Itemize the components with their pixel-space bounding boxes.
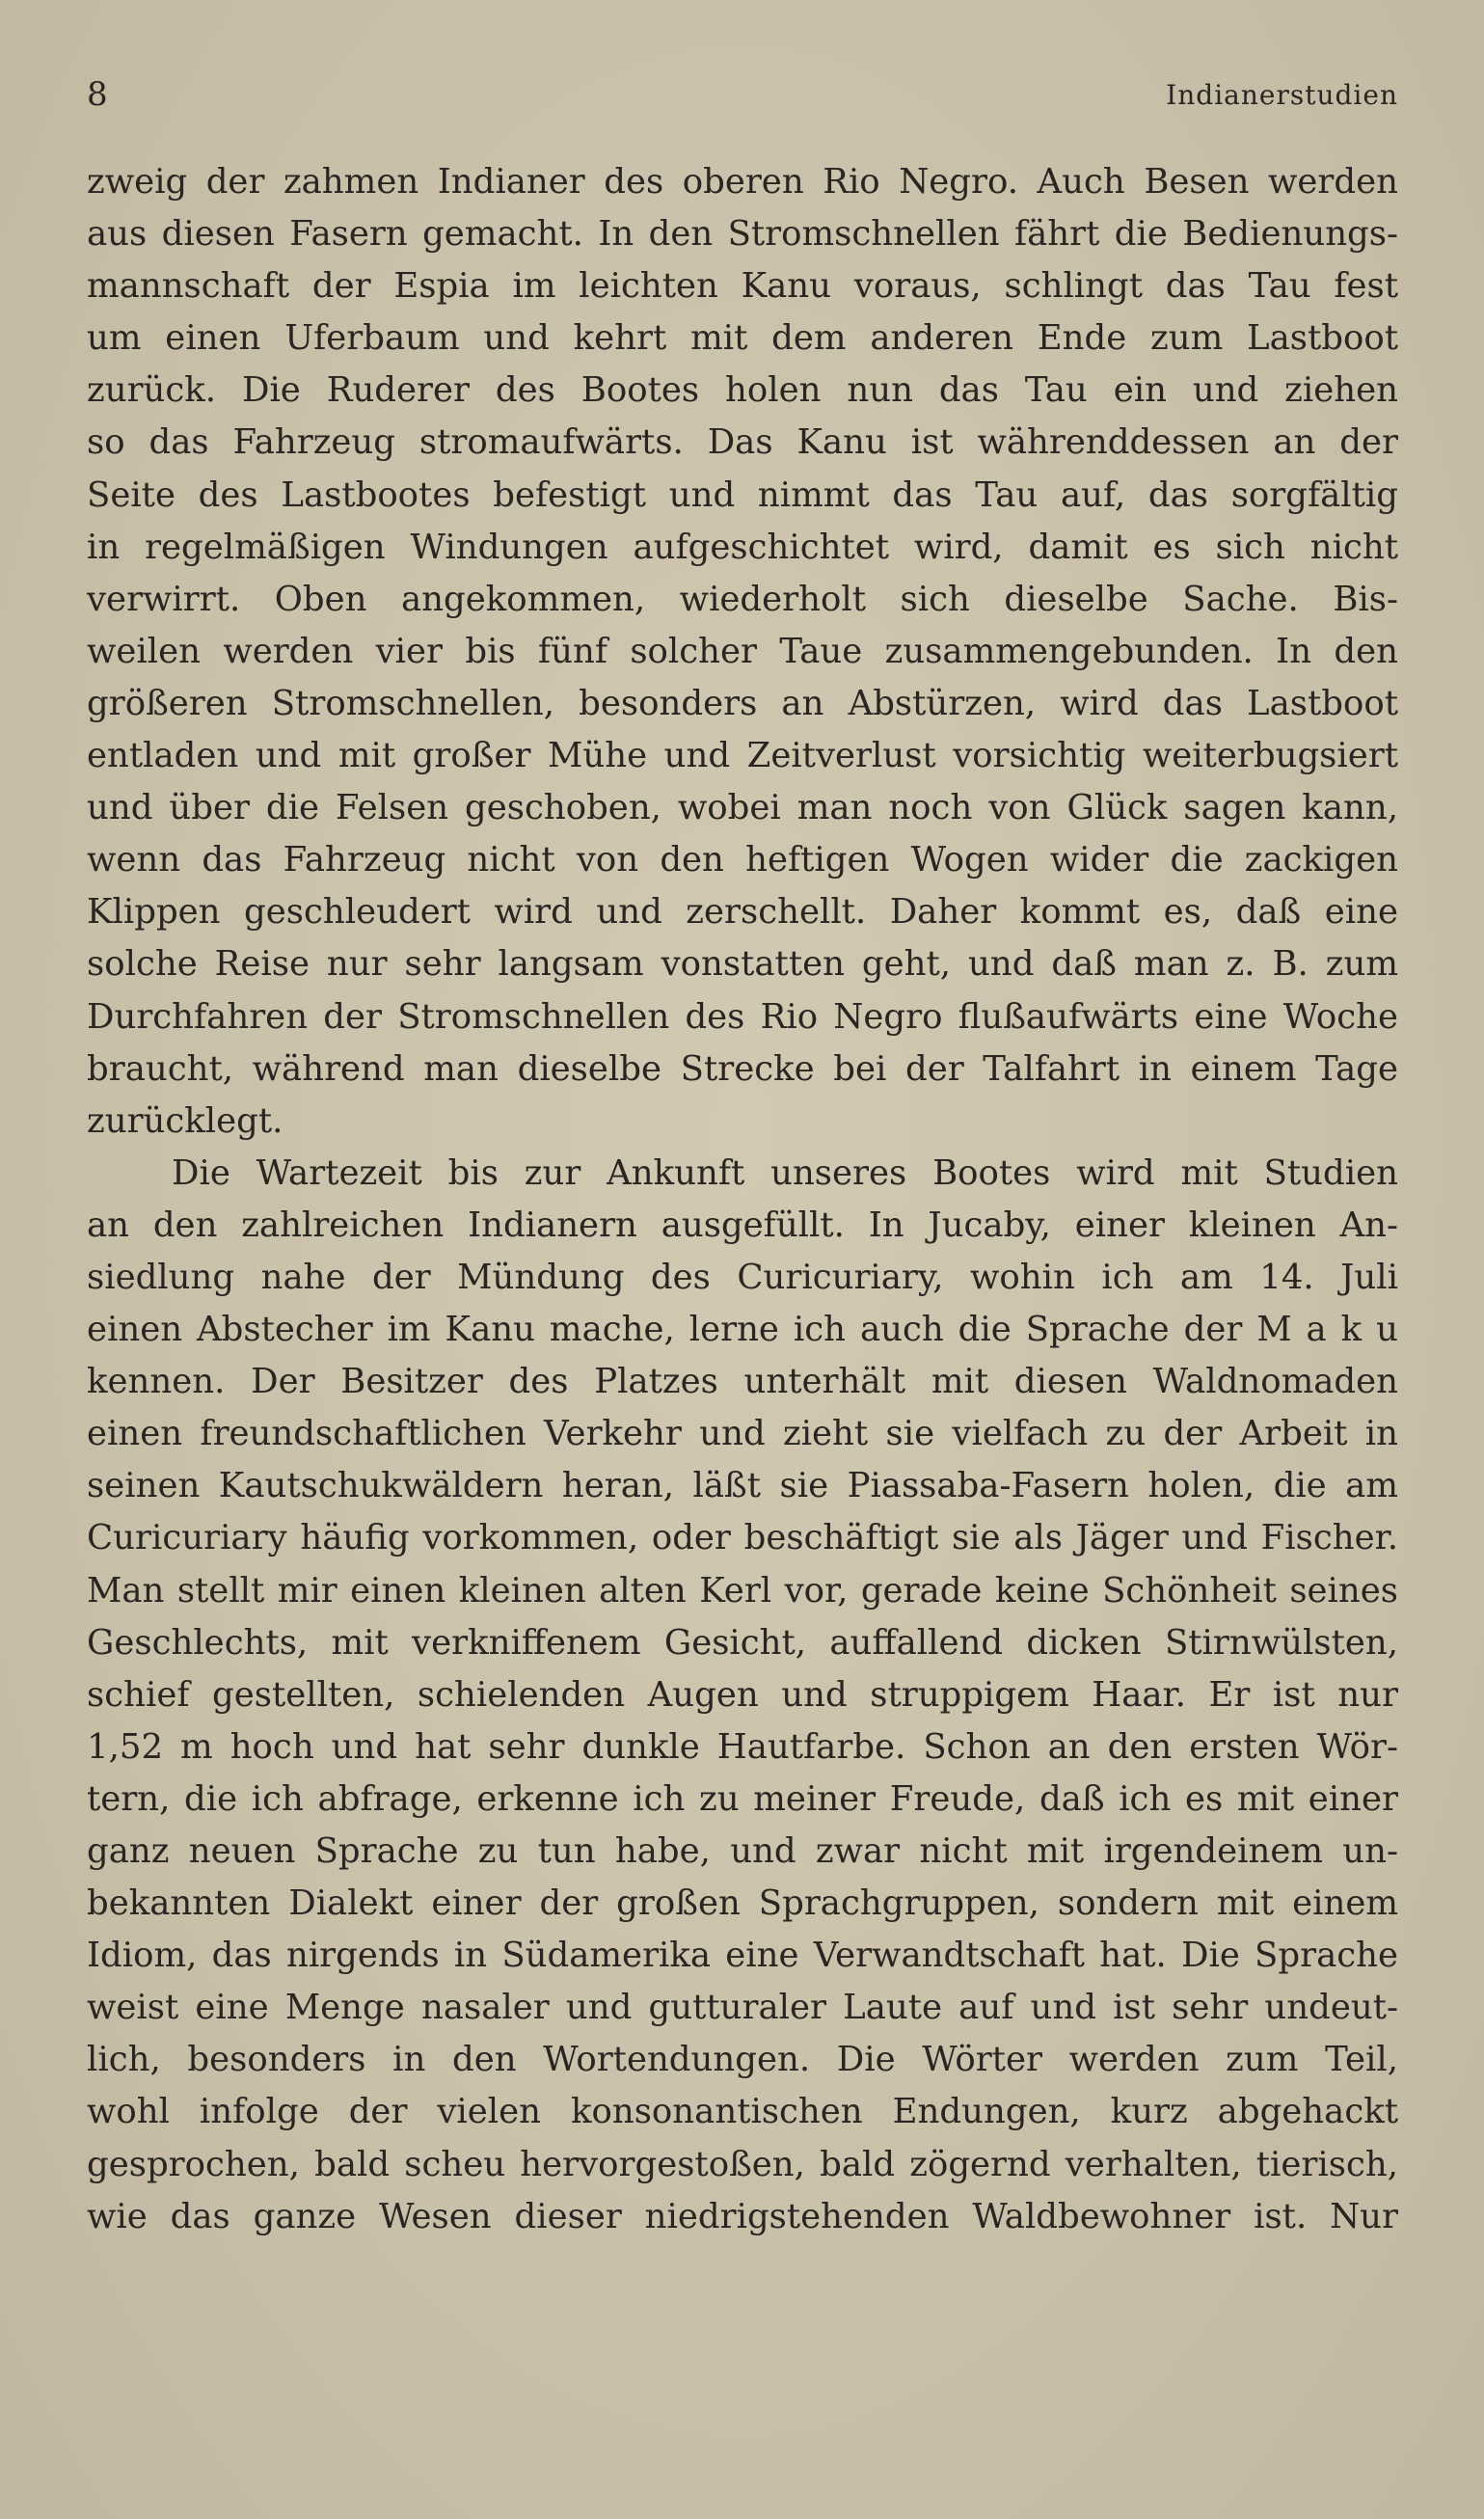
text-line: wie das ganze Wesen dieser niedrigstehenden Waldbewohner ist. Nur bbox=[87, 2196, 1398, 2236]
text-line: wenn das Fahrzeug nicht von den heftigen Wogen wider die zackigen bbox=[87, 840, 1398, 880]
text-line: an den zahlreichen Indianern ausgefüllt. In Jucaby, einer kleinen An- bbox=[87, 1205, 1398, 1245]
text-line: tern, die ich abfrage, erkenne ich zu meiner Freude, daß ich es mit einer bbox=[87, 1778, 1398, 1819]
text-line: siedlung nahe der Mündung des Curicuriary, wohin ich am 14. Juli bbox=[87, 1257, 1398, 1297]
running-head: Indianerstudien bbox=[1166, 79, 1398, 111]
text-line: ganz neuen Sprache zu tun habe, und zwar nicht mit irgendeinem un- bbox=[87, 1831, 1398, 1871]
text-line: Die Wartezeit bis zur Ankunft unseres Bootes wird mit Studien bbox=[172, 1152, 1398, 1193]
text-line: weilen werden vier bis fünf solcher Taue zusammengebunden. In den bbox=[87, 631, 1398, 671]
text-line: Geschlechts, mit verkniffenem Gesicht, auffallend dicken Stirnwülsten, bbox=[87, 1622, 1398, 1663]
text-line: lich, besonders in den Wortendungen. Die Wörter werden zum Teil, bbox=[87, 2040, 1398, 2080]
text-line: seinen Kautschukwäldern heran, läßt sie Piassaba-Fasern holen, die am bbox=[87, 1466, 1398, 1506]
text-line: solche Reise nur sehr langsam vonstatten geht, und daß man z. B. zum bbox=[87, 944, 1398, 985]
text-line: kennen. Der Besitzer des Platzes unterhält mit diesen Waldnomaden bbox=[87, 1362, 1398, 1402]
text-line: schief gestellten, schielenden Augen und struppigem Haar. Er ist nur bbox=[87, 1674, 1398, 1715]
text-line: einen Abstecher im Kanu mache, lerne ich auch die Sprache der M a k u bbox=[87, 1310, 1398, 1350]
text-line: gesprochen, bald scheu hervorgestoßen, bald zögernd verhalten, tierisch, bbox=[87, 2144, 1398, 2184]
text-line: Seite des Lastbootes befestigt und nimmt das Tau auf, das sorgfältig bbox=[87, 474, 1398, 515]
text-line: zurücklegt. bbox=[87, 1100, 283, 1141]
text-line: Durchfahren der Stromschnellen des Rio Negro flußaufwärts eine Woche bbox=[87, 996, 1398, 1037]
text-line: braucht, während man dieselbe Strecke bei der Talfahrt in einem Tage bbox=[87, 1048, 1398, 1089]
text-line: Curicuriary häufig vorkommen, oder beschäftigt sie als Jäger und Fischer. bbox=[87, 1518, 1398, 1558]
page-number: 8 bbox=[87, 75, 109, 114]
text-line: wohl infolge der vielen konsonantischen Endungen, kurz abgehackt bbox=[87, 2092, 1398, 2132]
text-line: und über die Felsen geschoben, wobei man noch von Glück sagen kann, bbox=[87, 788, 1398, 828]
text-line: so das Fahrzeug stromaufwärts. Das Kanu ist währenddessen an der bbox=[87, 422, 1398, 463]
body-text bbox=[87, 156, 1398, 2243]
paragraph-1 bbox=[87, 156, 1398, 1148]
text-line: mannschaft der Espia im leichten Kanu voraus, schlingt das Tau fest bbox=[87, 266, 1398, 307]
page-header bbox=[87, 75, 1398, 118]
text-line: zweig der zahmen Indianer des oberen Rio Negro. Auch Besen werden bbox=[87, 162, 1398, 202]
text-line: um einen Uferbaum und kehrt mit dem anderen Ende zum Lastboot bbox=[87, 318, 1398, 359]
text-line: in regelmäßigen Windungen aufgeschichtet wird, damit es sich nicht bbox=[87, 527, 1398, 567]
text-line: Klippen geschleudert wird und zerschellt. Daher kommt es, daß eine bbox=[87, 892, 1398, 933]
paragraph-2 bbox=[87, 1148, 1398, 2243]
text-line: einen freundschaftlichen Verkehr und zieht sie vielfach zu der Arbeit in bbox=[87, 1414, 1398, 1454]
text-line: weist eine Menge nasaler und gutturaler Laute auf und ist sehr undeut- bbox=[87, 1988, 1398, 2028]
text-line: 1,52 m hoch und hat sehr dunkle Hautfarbe. Schon an den ersten Wör- bbox=[87, 1726, 1398, 1767]
text-line: bekannten Dialekt einer der großen Sprachgruppen, sondern mit einem bbox=[87, 1883, 1398, 1924]
text-line: entladen und mit großer Mühe und Zeitverlust vorsichtig weiterbugsiert bbox=[87, 736, 1398, 776]
text-line: Idiom, das nirgends in Südamerika eine Verwandtschaft hat. Die Sprache bbox=[87, 1936, 1398, 1976]
text-line: Man stellt mir einen kleinen alten Kerl vor, gerade keine Schönheit seines bbox=[87, 1570, 1398, 1611]
text-line: zurück. Die Ruderer des Bootes holen nun das Tau ein und ziehen bbox=[87, 370, 1398, 411]
text-line: aus diesen Fasern gemacht. In den Stromschnellen fährt die Bedienungs- bbox=[87, 214, 1398, 255]
text-line: verwirrt. Oben angekommen, wiederholt sich dieselbe Sache. Bis- bbox=[87, 579, 1398, 619]
text-line: größeren Stromschnellen, besonders an Abstürzen, wird das Lastboot bbox=[87, 683, 1398, 723]
